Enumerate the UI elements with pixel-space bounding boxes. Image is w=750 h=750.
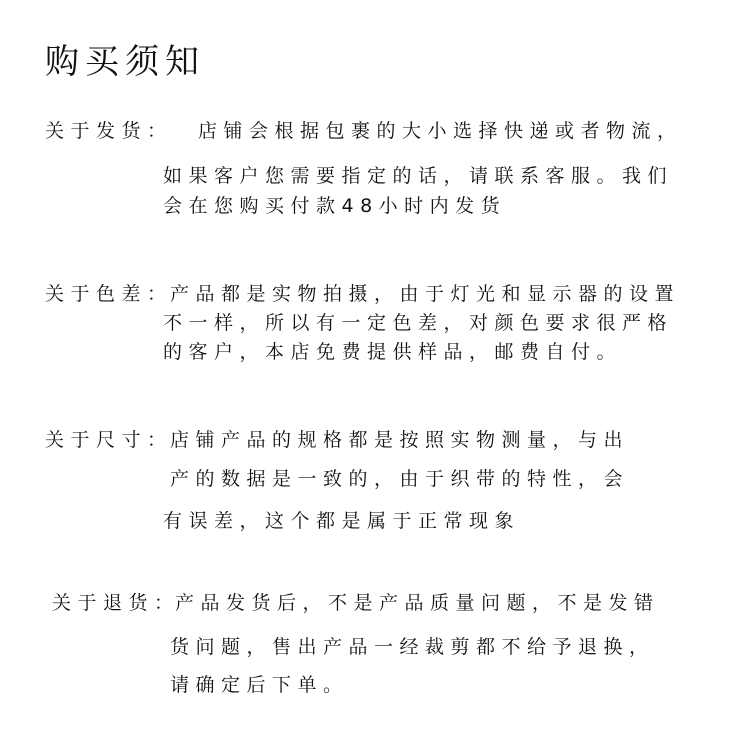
section-line: 如果客户您需要指定的话，请联系客服。我们 bbox=[163, 165, 674, 187]
page-title: 购买须知 bbox=[45, 42, 205, 82]
section-line: 的客户，本店免费提供样品，邮费自付。 bbox=[163, 341, 623, 363]
section-line: 产的数据是一致的，由于织带的特性，会 bbox=[170, 468, 630, 490]
section-label-size: 关于尺寸： bbox=[45, 429, 173, 451]
section-line: 货问题，售出产品一经裁剪都不给予退换， bbox=[170, 636, 655, 658]
section-label-returns: 关于退货： bbox=[52, 592, 180, 614]
section-line: 请确定后下单。 bbox=[170, 674, 349, 696]
section-line: 产品都是实物拍摄，由于灯光和显示器的设置 bbox=[170, 283, 681, 305]
section-line: 有误差，这个都是属于正常现象 bbox=[163, 510, 521, 532]
section-line: 店铺会根据包裹的大小选择快递或者物流， bbox=[198, 120, 683, 142]
section-line: 店铺产品的规格都是按照实物测量，与出 bbox=[170, 429, 630, 451]
section-line: 会在您购买付款48小时内发货 bbox=[163, 195, 507, 217]
section-line: 产品发货后，不是产品质量问题，不是发错 bbox=[175, 592, 660, 614]
section-label-shipping: 关于发货： bbox=[45, 120, 173, 142]
section-label-color: 关于色差： bbox=[45, 283, 173, 305]
section-line: 不一样，所以有一定色差，对颜色要求很严格 bbox=[163, 312, 674, 334]
